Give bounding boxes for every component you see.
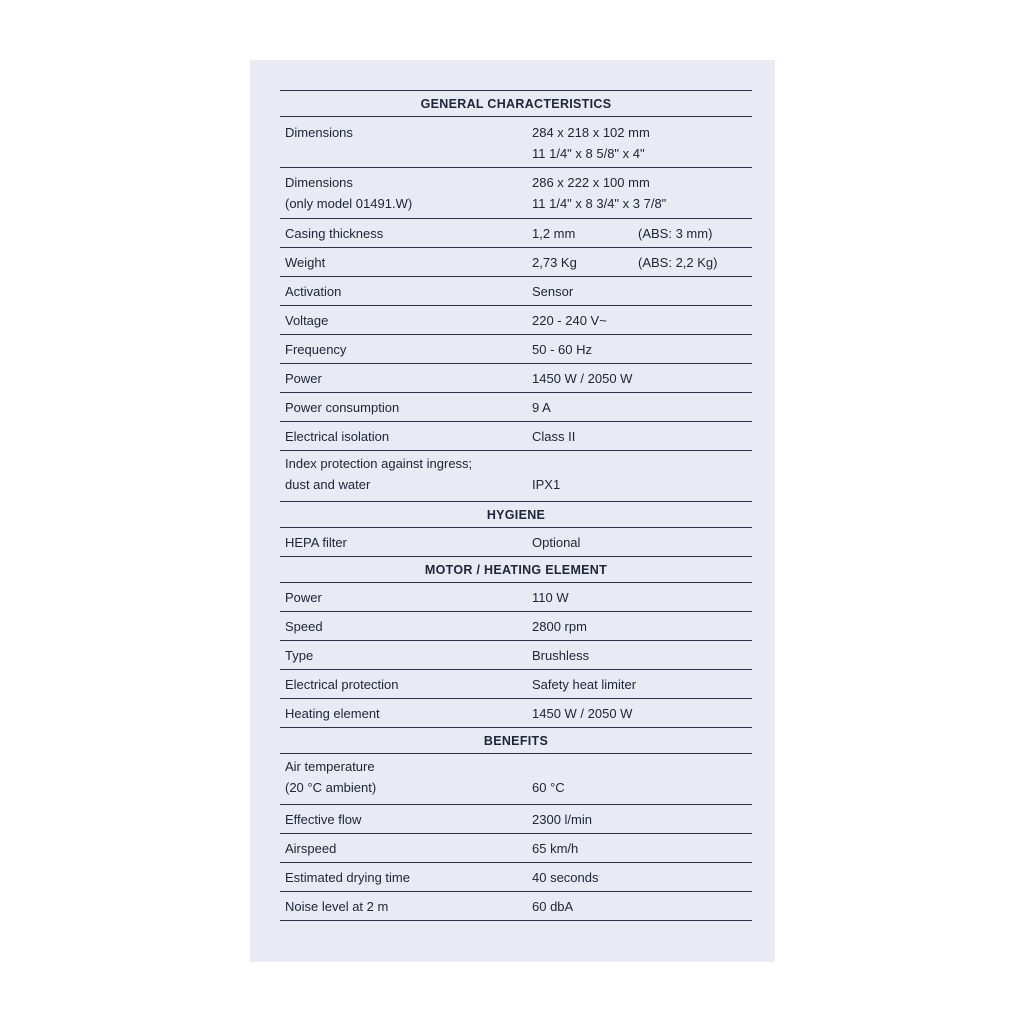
- row-value: 11 1/4" x 8 5/8" x 4": [532, 146, 645, 161]
- row-label: (20 °C ambient): [285, 780, 377, 795]
- row-value: 65 km/h: [532, 840, 579, 856]
- row-label-cell: [280, 896, 532, 917]
- row-label-cell: [280, 756, 532, 798]
- row-value: 50 - 60 Hz: [532, 341, 592, 357]
- row-label: Frequency: [285, 341, 347, 357]
- spec-row: [280, 393, 752, 422]
- row-label-cell: [280, 867, 532, 888]
- spec-row: [280, 892, 752, 921]
- spec-row: [280, 219, 752, 248]
- row-value: 2300 l/min: [532, 811, 592, 827]
- row-label: Power: [285, 589, 322, 605]
- row-value: 286 x 222 x 100 mm: [532, 175, 650, 190]
- row-label: Electrical isolation: [285, 428, 390, 444]
- row-label: Dimensions: [285, 125, 353, 140]
- row-label: Estimated drying time: [285, 869, 410, 885]
- row-value: 284 x 218 x 102 mm: [532, 125, 650, 140]
- section-header: [280, 557, 752, 583]
- row-value-lines: [532, 777, 638, 798]
- spec-row: [280, 583, 752, 612]
- row-value: 1,2 mm: [532, 225, 576, 241]
- spec-row: [280, 805, 752, 834]
- row-value-cell: [532, 674, 752, 695]
- row-value-lines: [532, 896, 638, 917]
- row-value: 11 1/4" x 8 3/4" x 3 7/8": [532, 196, 667, 211]
- row-label: (only model 01491.W): [285, 196, 413, 211]
- spec-row: [280, 670, 752, 699]
- spec-row: [280, 863, 752, 892]
- spec-row: [280, 612, 752, 641]
- section-title: MOTOR / HEATING ELEMENT: [424, 562, 608, 577]
- row-label-cell: [280, 532, 532, 553]
- row-value-lines: [532, 616, 638, 637]
- row-label: Activation: [285, 283, 342, 299]
- row-label-cell: [280, 809, 532, 830]
- row-label: Dimensions: [285, 175, 353, 190]
- row-label: Speed: [285, 618, 323, 634]
- row-value: 40 seconds: [532, 869, 599, 885]
- row-value-cell: [532, 867, 752, 888]
- row-label-cell: [280, 252, 532, 273]
- row-value: Safety heat limiter: [532, 676, 637, 692]
- section-title: HYGIENE: [486, 507, 546, 522]
- row-value-lines: [532, 397, 638, 418]
- row-label-cell: [280, 616, 532, 637]
- row-value: 60 dbA: [532, 898, 574, 914]
- spec-row: [280, 306, 752, 335]
- spec-row: [280, 335, 752, 364]
- spec-table: [280, 90, 752, 921]
- section-header: [280, 728, 752, 754]
- row-value-lines: [532, 223, 638, 244]
- row-value-lines: [532, 867, 638, 888]
- section-header: [280, 502, 752, 528]
- row-value-cell: [532, 339, 752, 360]
- row-value-cell: [532, 703, 752, 724]
- row-label: Index protection against ingress;: [285, 456, 473, 471]
- row-value: 110 W: [532, 589, 569, 605]
- row-label-cell: [280, 368, 532, 389]
- row-label: Air temperature: [285, 759, 375, 774]
- section-title: BENEFITS: [483, 733, 549, 748]
- spec-row: [280, 699, 752, 728]
- row-value: Brushless: [532, 647, 590, 663]
- row-label: Casing thickness: [285, 225, 384, 241]
- row-label: Weight: [285, 254, 326, 270]
- row-label-cell: [280, 310, 532, 331]
- row-label: Heating element: [285, 705, 380, 721]
- row-value-lines: [532, 339, 638, 360]
- row-label: Voltage: [285, 312, 329, 328]
- spec-row: [280, 528, 752, 557]
- row-value-cell: [532, 281, 752, 302]
- row-label-cell: [280, 645, 532, 666]
- spec-row: [280, 422, 752, 451]
- row-label-cell: [280, 172, 532, 214]
- row-value-cell: [532, 223, 752, 244]
- spec-row: [280, 364, 752, 393]
- row-value-lines: [532, 426, 638, 447]
- row-value-lines: [532, 703, 638, 724]
- spec-row: [280, 277, 752, 306]
- section-header: [280, 91, 752, 117]
- row-label-cell: [280, 703, 532, 724]
- row-value-cell: [532, 397, 752, 418]
- row-value-lines: [532, 809, 638, 830]
- row-value-cell: [532, 426, 752, 447]
- row-value-lines: [532, 838, 638, 859]
- row-value-cell: [532, 645, 752, 666]
- row-note: (ABS: 3 mm): [638, 225, 713, 241]
- row-value: IPX1: [532, 477, 561, 492]
- row-label: Effective flow: [285, 811, 362, 827]
- row-value-lines: [532, 122, 650, 164]
- row-label: Electrical protection: [285, 676, 399, 692]
- spec-row: [280, 168, 752, 219]
- spec-row: [280, 248, 752, 277]
- row-label: Power: [285, 370, 322, 386]
- row-label-cell: [280, 838, 532, 859]
- row-label: Noise level at 2 m: [285, 898, 389, 914]
- row-value: 1450 W / 2050 W: [532, 705, 633, 721]
- section-title: GENERAL CHARACTERISTICS: [420, 96, 612, 111]
- row-value: Class II: [532, 428, 576, 444]
- row-value-lines: [532, 532, 638, 553]
- row-value-lines: [532, 645, 638, 666]
- row-label: Power consumption: [285, 399, 400, 415]
- row-value: 60 °C: [532, 780, 565, 795]
- row-label: HEPA filter: [285, 534, 347, 550]
- row-value-cell: [532, 838, 752, 859]
- row-value-lines: [532, 368, 638, 389]
- row-value-cell: [532, 616, 752, 637]
- row-value-cell: [532, 809, 752, 830]
- row-value-cell: [532, 532, 752, 553]
- row-value-cell: [532, 368, 752, 389]
- spec-row: [280, 754, 752, 805]
- row-value: 220 - 240 V~: [532, 312, 607, 328]
- row-label: dust and water: [285, 477, 371, 492]
- row-value: 2800 rpm: [532, 618, 587, 634]
- row-value-lines: [532, 310, 638, 331]
- row-label: Type: [285, 647, 314, 663]
- row-value-cell: [532, 777, 752, 798]
- spec-row: [280, 117, 752, 168]
- row-label-cell: [280, 453, 532, 495]
- spec-panel: [250, 60, 775, 962]
- row-value: 1450 W / 2050 W: [532, 370, 633, 386]
- row-value-lines: [532, 674, 638, 695]
- row-value: 2,73 Kg: [532, 254, 577, 270]
- row-note: (ABS: 2,2 Kg): [638, 254, 718, 270]
- row-label-cell: [280, 223, 532, 244]
- row-label-cell: [280, 674, 532, 695]
- spec-row: [280, 451, 752, 502]
- row-value: 9 A: [532, 399, 551, 415]
- row-label-cell: [280, 426, 532, 447]
- row-value-lines: [532, 281, 638, 302]
- row-label-cell: [280, 281, 532, 302]
- row-label-cell: [280, 397, 532, 418]
- row-value-cell: [532, 896, 752, 917]
- row-value-lines: [532, 172, 666, 214]
- row-value: Sensor: [532, 283, 574, 299]
- spec-row: [280, 641, 752, 670]
- spec-row: [280, 834, 752, 863]
- row-label-cell: [280, 587, 532, 608]
- row-label-cell: [280, 122, 532, 143]
- row-value: Optional: [532, 534, 581, 550]
- row-value-cell: [532, 172, 752, 214]
- row-value-lines: [532, 474, 638, 495]
- row-value-lines: [532, 252, 638, 273]
- row-value-cell: [532, 474, 752, 495]
- row-value-cell: [532, 252, 752, 273]
- row-label: Airspeed: [285, 840, 337, 856]
- row-value-cell: [532, 122, 752, 164]
- row-value-lines: [532, 587, 638, 608]
- row-label-cell: [280, 339, 532, 360]
- row-value-cell: [532, 310, 752, 331]
- row-value-cell: [532, 587, 752, 608]
